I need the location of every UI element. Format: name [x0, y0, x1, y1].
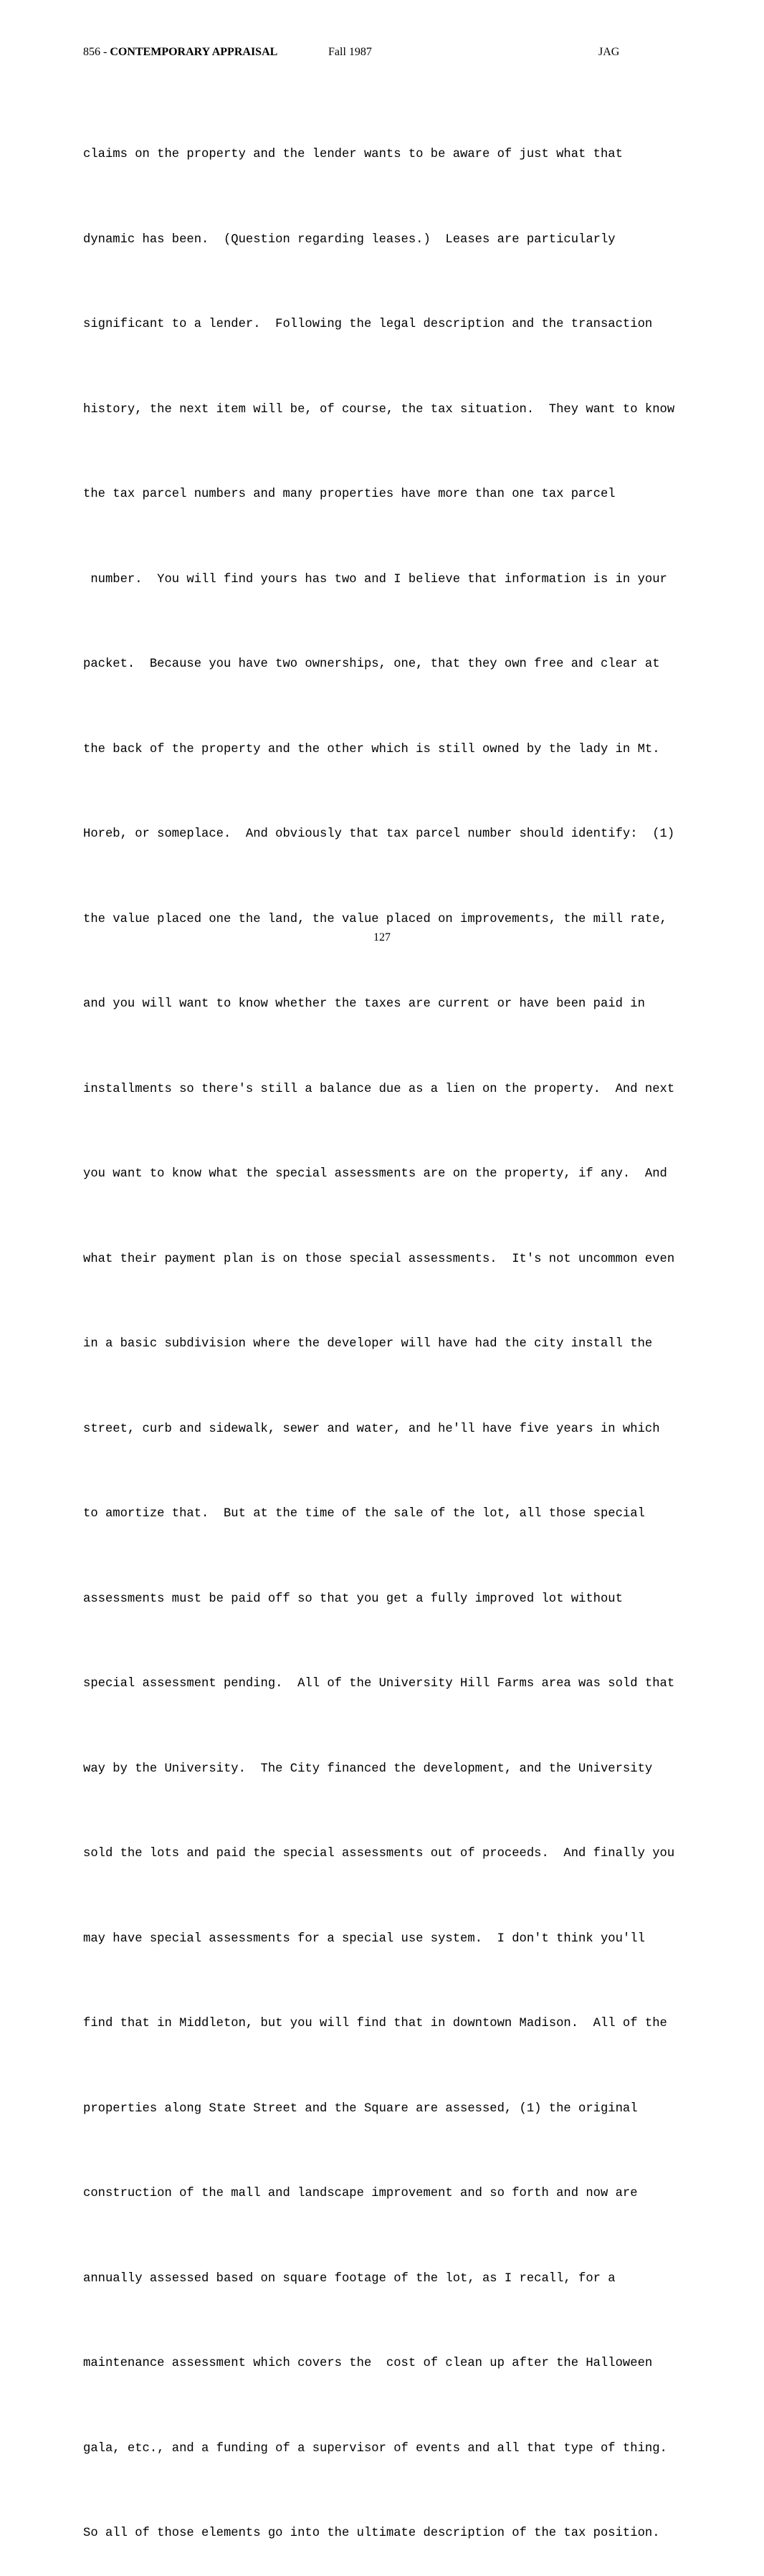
course-title: CONTEMPORARY APPRAISAL	[110, 46, 278, 58]
text-line: in a basic subdivision where the developer will have had the city install the	[83, 1337, 653, 1351]
transcript-body	[83, 84, 674, 2576]
text-line: dynamic has been. (Question regarding leases.) Leases are particularly	[83, 232, 616, 247]
text-line: So all of those elements go into the ultimate description of the tax position.	[83, 2527, 660, 2540]
text-line: maintenance assessment which covers the cost of clean up after the Halloween	[83, 2357, 653, 2370]
text-line: installments so there's still a balance due as a lien on the property. And next	[83, 1082, 675, 1096]
term-label: Fall 1987	[328, 46, 372, 58]
text-line: special assessment pending. All of the University Hill Farms area was sold that	[83, 1677, 675, 1691]
text-line: construction of the mall and landscape improvement and so forth and now are	[83, 2187, 638, 2200]
page-header	[83, 44, 628, 62]
author-initials: JAG	[598, 46, 620, 58]
text-line: find that in Middleton, but you will find that in downtown Madison. All of the	[83, 2017, 667, 2030]
text-line: history, the next item will be, of course, the tax situation. They want to know	[83, 402, 675, 417]
text-line: the value placed one the land, the value placed on improvements, the mill rate,	[83, 912, 667, 926]
course-number: 856 -	[83, 46, 110, 58]
text-line: to amortize that. But at the time of the sale of the lot, all those special	[83, 1507, 645, 1521]
page-number: 127	[373, 931, 391, 944]
text-line: you want to know what the special assessments are on the property, if any. And	[83, 1167, 667, 1181]
text-line: assessments must be paid off so that you get a fully improved lot without	[83, 1592, 623, 1606]
text-line: way by the University. The City financed the development, and the University	[83, 1762, 653, 1776]
text-line: claims on the property and the lender wants to be aware of just what that	[83, 148, 623, 161]
text-line: sold the lots and paid the special assessments out of proceeds. And finally you	[83, 1847, 675, 1860]
text-line: Horeb, or someplace. And obviously that tax parcel number should identify: (1)	[83, 827, 675, 841]
text-line: may have special assessments for a special use system. I don't think you'll	[83, 1931, 645, 1946]
text-line: the tax parcel numbers and many properties have more than one tax parcel	[83, 488, 616, 501]
text-line: packet. Because you have two ownerships, one, that they own free and clear at	[83, 657, 660, 671]
text-line: and you will want to know whether the taxes are current or have been paid in	[83, 997, 645, 1011]
text-line: number. You will find yours has two and I believe that information is in your	[83, 572, 667, 586]
text-line: the back of the property and the other which is still owned by the lady in Mt.	[83, 742, 660, 756]
text-line: properties along State Street and the Square are assessed, (1) the original	[83, 2101, 638, 2116]
text-line: street, curb and sidewalk, sewer and water, and he'll have five years in which	[83, 1422, 660, 1436]
text-line: significant to a lender. Following the legal description and the transaction	[83, 318, 653, 331]
text-line: gala, etc., and a funding of a supervisor of events and all that type of thing.	[83, 2441, 667, 2456]
course-heading	[83, 44, 277, 60]
text-line: annually assessed based on square footage of the lot, as I recall, for a	[83, 2271, 616, 2286]
text-line: what their payment plan is on those special assessments. It's not uncommon even	[83, 1252, 675, 1266]
